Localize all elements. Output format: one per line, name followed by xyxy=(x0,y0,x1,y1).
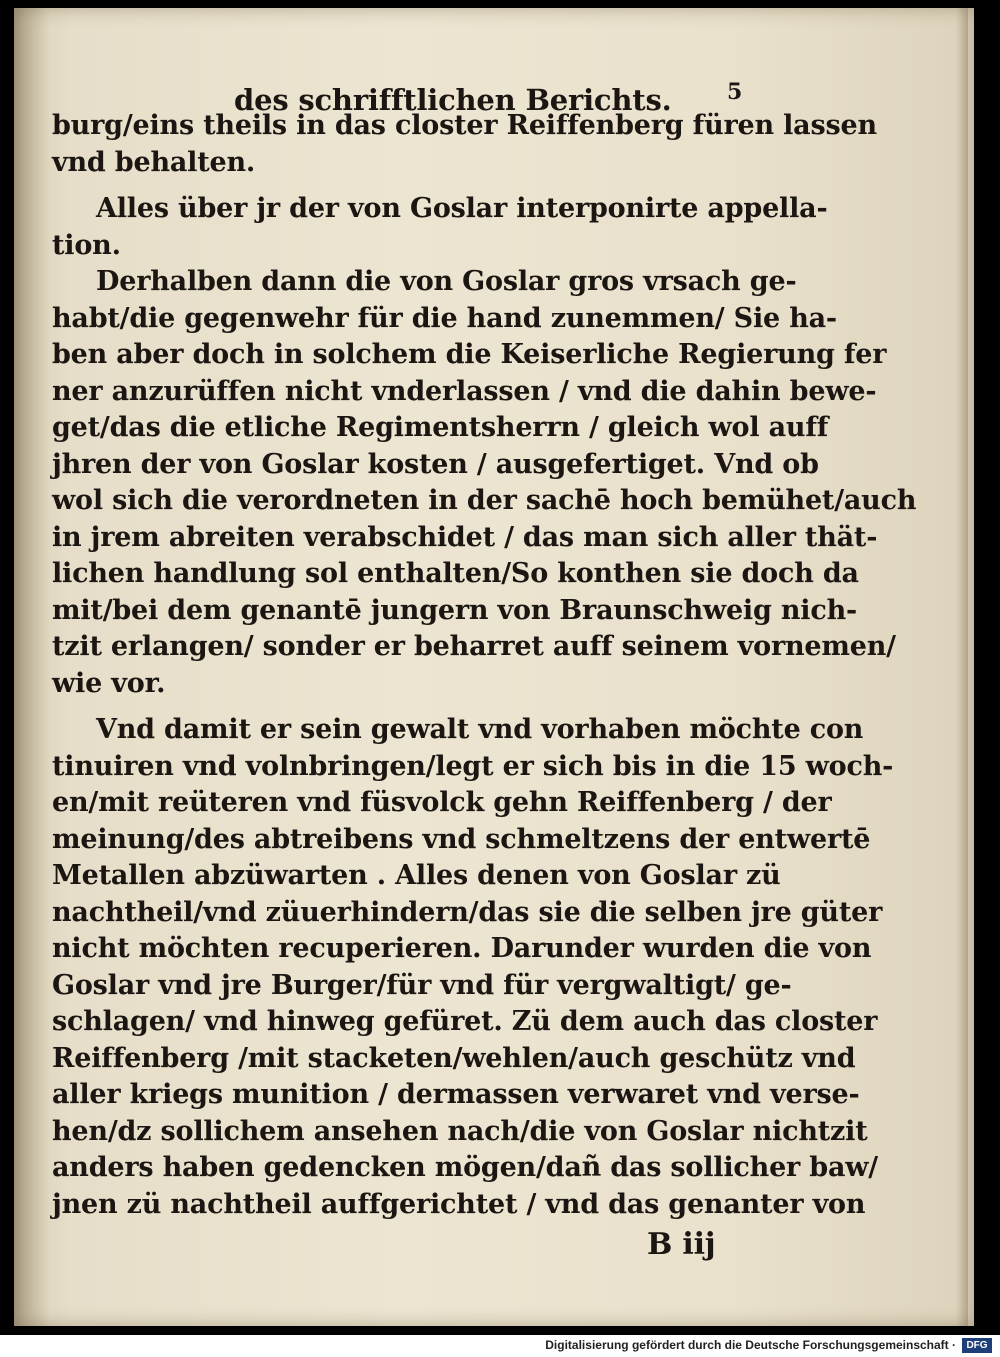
text-line: Vnd damit er sein gewalt vnd vorhaben möchte con xyxy=(96,714,864,745)
text-line: meinung/des abtreibens vnd schmeltzens der entwertē xyxy=(52,823,871,855)
paragraph-gap xyxy=(52,702,792,712)
text-line: get/das die etliche Regimentsherrn / gleich wol auff xyxy=(52,412,829,443)
text-line: ben aber doch in solchem die Keiserliche Regierung fer xyxy=(52,339,887,370)
text-line: in jrem abreiten verabschidet / das man sich aller thät- xyxy=(52,521,878,553)
text-line: tinuiren vnd volnbringen/legt er sich bis in die 15 woch- xyxy=(52,750,894,782)
text-line: jhren der von Goslar kosten / ausgefertiget. Vnd ob xyxy=(52,448,819,480)
text-line: tzit erlangen/ sonder er beharret auff seinem vornemen/ xyxy=(52,631,896,662)
text-line: burg/eins theils in das closter Reiffenberg füren lassen xyxy=(52,110,877,141)
text-line: mit/bei dem genantē jungern von Braunschweig nich- xyxy=(52,594,858,626)
text-line: aller kriegs munition / dermassen verwaret vnd verse- xyxy=(52,1079,860,1110)
running-head-title: des schrifftlichen Berichts. xyxy=(234,83,672,117)
text-line: wol sich die verordneten in der sachē hoch bemühet/auch xyxy=(52,485,917,516)
gutter-shadow xyxy=(14,8,50,1326)
text-line: anders haben gedencken mögen/dañ das sollicher baw/ xyxy=(52,1152,878,1183)
paragraph-gap xyxy=(52,181,792,191)
running-head xyxy=(52,68,792,117)
signature-text: B iij xyxy=(647,1227,716,1262)
dfg-logo: DFG xyxy=(962,1338,992,1353)
text-line: tion. xyxy=(52,229,121,261)
text-line: lichen handlung sol enthalten/So konthen sie doch da xyxy=(52,558,859,589)
text-line: hen/dz sollichem ansehen nach/die von Goslar nichtzit xyxy=(52,1115,868,1147)
text-line: Derhalben dann die von Goslar gros vrsach ge- xyxy=(96,266,797,297)
text-line: nicht möchten recuperieren. Darunder wurden die von xyxy=(52,933,872,964)
footer-credit: Digitalisierung gefördert durch die Deutsche Forschungsgemeinschaft · xyxy=(545,1338,956,1352)
text-line: en/mit reüteren vnd füsvolck gehn Reiffenberg / der xyxy=(52,787,832,818)
text-line: Reiffenberg /mit stacketen/wehlen/auch geschütz vnd xyxy=(52,1042,856,1074)
text-line: wie vor. xyxy=(52,667,166,699)
text-line: ner anzurüffen nicht vnderlassen / vnd die dahin bewe- xyxy=(52,375,877,407)
book-page xyxy=(14,8,974,1326)
text-line: Alles über jr der von Goslar interponirte appella- xyxy=(96,193,828,224)
page-edge xyxy=(956,8,968,1326)
text-line: jnen zü nachtheil auffgerichtet / vnd das genanter von xyxy=(52,1188,866,1220)
text-line: schlagen/ vnd hinweg gefüret. Zü dem auch das closter xyxy=(52,1006,878,1037)
text-line: Metallen abzüwarten . Alles denen von Goslar zü xyxy=(52,860,781,891)
folio-number: 5 xyxy=(727,79,743,105)
text-line: nachtheil/vnd züuerhindern/das sie die selben jre güter xyxy=(52,896,883,928)
text-block xyxy=(52,68,917,1267)
footer-bar xyxy=(0,1335,1000,1357)
text-line: Goslar vnd jre Burger/für vnd für vergwaltigt/ ge- xyxy=(52,969,792,1001)
signature-mark xyxy=(52,1223,792,1267)
text-line: vnd behalten. xyxy=(52,146,256,178)
body-text xyxy=(52,108,917,1223)
text-line: habt/die gegenwehr für die hand zunemmen/ Sie ha- xyxy=(52,302,837,334)
